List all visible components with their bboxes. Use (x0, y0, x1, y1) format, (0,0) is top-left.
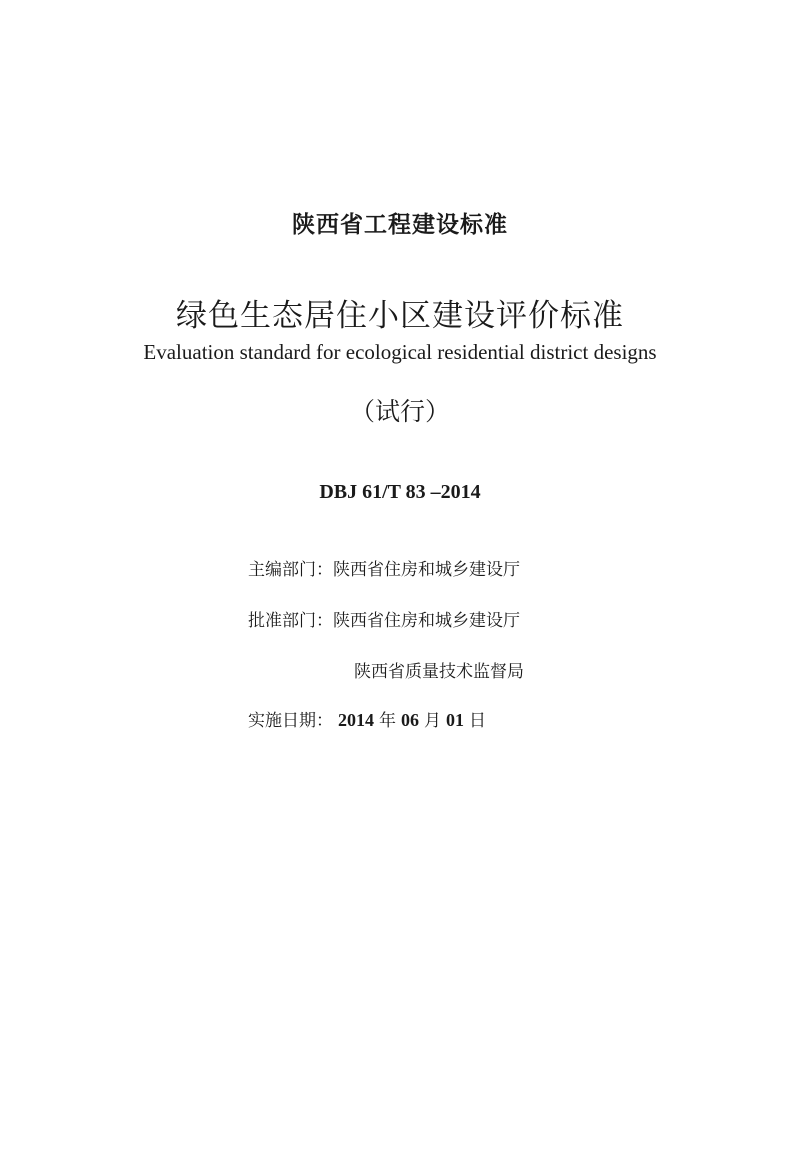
approval-row (248, 606, 520, 631)
approval-value-2: 陕西省质量技术监督局 (354, 662, 524, 682)
document-title-chinese: 绿色生态居住小区建设评价标准 (176, 298, 624, 334)
approval-value-1: 陕西省住房和城乡建设厅 (333, 611, 520, 631)
approval-row-2 (354, 657, 524, 682)
effective-year: 2014 (338, 710, 374, 730)
document-title-english: Evaluation standard for ecological residential district designs (143, 340, 657, 364)
chief-editor-row (248, 555, 520, 580)
effective-month: 06 (401, 710, 419, 730)
trial-note: （试行） (349, 397, 450, 426)
effective-date-label: 实施日期： (248, 711, 333, 731)
year-unit: 年 (379, 711, 396, 731)
chief-editor-label: 主编部门： (248, 560, 333, 580)
series-title: 陕西省工程建设标准 (292, 212, 508, 238)
approval-label: 批准部门： (248, 611, 333, 631)
chief-editor-value: 陕西省住房和城乡建设厅 (333, 560, 520, 580)
standard-code: DBJ 61/T 83 –2014 (319, 481, 481, 503)
month-unit: 月 (424, 711, 441, 731)
day-unit: 日 (469, 711, 486, 731)
effective-date-row (248, 706, 486, 731)
effective-day: 01 (446, 710, 464, 730)
